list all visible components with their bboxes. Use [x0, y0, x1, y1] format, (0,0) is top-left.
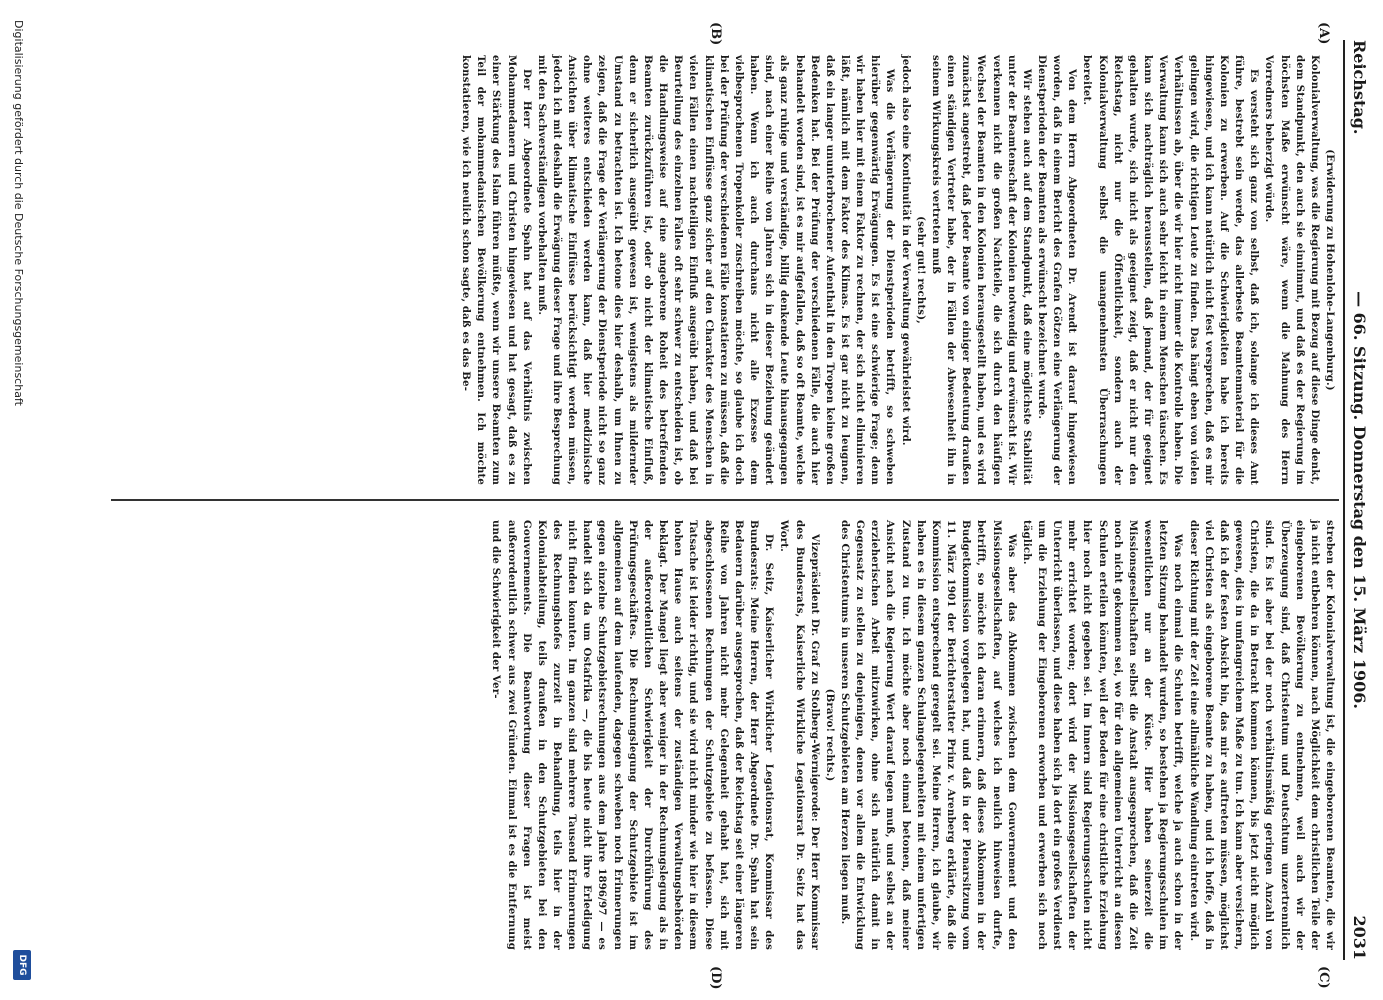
paragraph: streben der Kolonialverwaltung ist, die eingeborenen Beamten, die wir ja nicht entbehren können, nach Möglichkeit dem christlichen Teile der eingeborenen Bevölkerung zu entnehmen, weil auch wir der Überzeugung sind, daß Christentum und Deutschtum unzertrennlich sind. Es ist aber bei der noch verhältnismäßig geringen Anzahl von Christen, die da in Betracht kommen können, bis jetzt nicht möglich gewesen, dies in umfangreichem Maße zu tun. Ich kann aber versichern, daß ich der festen Absicht bin, das mir es auftreten müssen, möglichst viel Christen als eingeborene Beamte zu haben, und ich hoffe, daß in dieser Richtung mit der Zeit eine allmähliche Wandlung eintreten wird.	[1187, 520, 1336, 950]
margin-marker-a: (A)	[1316, 22, 1331, 45]
page-number: 2031	[1350, 915, 1369, 960]
paragraph: jedoch also eine Kontinuität in der Verwaltung gewährleistet wird.	[899, 55, 912, 446]
page-header	[1345, 40, 1375, 960]
margin-marker-c: (C)	[1316, 966, 1331, 989]
paragraph: Wir stehen auch auf dem Standpunkt, daß eine möglichste Stabilität unter der Beamtenschaft der Kolonien notwendig und erwünscht ist. Wir verkennen nicht die großen Nachteile, die sich durch den häufigen Wechsel der Beamten in den Kolonien herausgestellt haben, und es wird zunächst angestrebt, daß jeder Beamte von einiger Bedeutung draußen einen ständigen Vertreter habe, der in Fällen der Abwesenheit ihn in seinem Wirkungskreis vertreten muß	[929, 55, 1033, 485]
paragraph: Was die Verlängerung der Dienstperioden betrifft, so schweben hierüber gegenwärtig Erwägungen. Es ist eine schwierige Frage; denn wir haben hier mit einem Faktor zu rechnen, der sich nicht eliminieren läßt, nämlich mit dem Faktor des Klimas. Es ist gar nicht zu leugnen, daß ein langer ununterbrochener Aufenthalt in den Tropen keine großen Bedenken hat. Bei der Prüfung der verschiedenen Fälle, die auch hier behandelt worden sind, ist es mir aufgefallen, daß so oft Beamte, welche als ganz ruhige und verständige, billig denkende Leute hinausgegangen sind, nach einer Reihe von Jahren sich in dieser Beziehung geändert haben. Wenn ich auch durchaus nicht alle Exzesse dem vielbesprochenen Tropenkoller zuschreiben möchte, so glaube ich doch bei der Prüfung der verschiedenen Fälle konstatieren zu müssen, daß die klimatischen Einflüsse ganz sicher auf den Charakter des Menschen in vielen Fällen einen nachteiligen Einfluß ausgeübt haben, und daß bei Beurteilung des einzelnen Falles oft sehr schwer zu entscheiden ist, ob die Handlungsweise auf eine angeborene Roheit des betreffenden Beamten zurückzuführen ist, oder ob nicht der klimatische Einfluß, denn er sicherlich ausgeübt gewesen ist, wenigstens als mildernder Umstand zu betrachten ist. Ich betone dies hier deshalb, um Ihnen zu zeigen, daß die Frage der Verlängerung der Dienstperiode nicht so ganz ohne weiteres entschieden werden kann, daß hier medizinische Ansichten über klimatische Einflüsse berücksichtigt werden müssen, jedoch ich mit deshalb die Erwägung dieser Frage und ihre Besprechung mit den Sachverständigen vorbehalten muß.	[535, 55, 897, 485]
paragraph: Von dem Herrn Abgeordneten Dr. Arendt ist darauf hingewiesen worden, daß in einem Bericht des Grafen Götzen eine Verlängerung der Dienstperioden der Beamten als erwünscht bezeichnet wurde.	[1036, 55, 1079, 485]
page-footer	[7, 20, 37, 980]
header-rule	[1343, 40, 1345, 960]
column-divider	[111, 499, 1339, 501]
paragraph: Was noch einmal die Schulen betrifft, welche ja auch schon in der letzten Sitzung behandelt wurden, so bestehen ja Regierungsschulen im wesentlichen nur an der Küste. Hier haben seinerzeit die Missionsgesellschaften selbst die Anstalt ausgesprochen, daß die Zeit noch nicht gekommen sei, wo für den allgemeinen Unterricht an diesen Schulen erteilen könnten, weil der Boden für eine christliche Erziehung hier noch nicht gegeben sei. Im Innern sind Regierungsschulen nicht mehr errichtet worden; dort wird der Missionsgesellschaften der Unterricht überlassen, und diese haben sich ja dort ein großes Verdienst um die Erziehung der Eingeborenen erworben und erwerben sich noch täglich.	[1020, 520, 1185, 950]
margin-marker-d: (D)	[708, 966, 723, 990]
paragraph: Was aber das Abkommen zwischen dem Gouvernement und den Missionsgesellschaften, auf welches ich neulich hinweisen durfte, betrifft, so möchte ich daran erinnern, daß dieses Abkommen in der Budgetkommission vorgelegen hat, und daß in der Plenarsitzung vom 11. März 1901 der Berichterstatter Prinz v. Arenberg erklärte, daß die Kommission entsprechend geregelt sei. Meine Herren, ich glaube, wir haben es in diesem ganzen Schulangelegenheiten mit einem unfertigen Zustand zu tun. Ich möchte aber noch einmal betonen, daß meiner Ansicht nach die Regierung Wert darauf legen muß, und selbst an der erzieherischen Arbeit mitzuwirken, ohne sich natürlich damit in Gegensatz zu stellen zu denjenigen, denen vor allem die Entwicklung des Christentums in unseren Schutzgebieten am Herzen liegen muß.	[839, 520, 1018, 950]
interjection: (Bravo! rechts.)	[823, 688, 836, 782]
funding-note: Digitalisierung gefördert durch die Deutsche Forschungsgemeinschaft	[12, 20, 25, 406]
paragraph: Der Herr Abgeordnete Spahn hat auf das Verhältnis zwischen Mohammedanern und Christen hingewiesen und hat gesagt, daß es zu einer Stärkung des Islam führen müßte, wenn wir unsere Beamten zum Teil der mohammedanischen Bevölkerung entnehmen. Ich möchte konstatieren, wie ich neulich schon sagte, daß es das Be-	[460, 55, 533, 485]
speaker-paragraph: Dr. Seitz, Kaiserlicher Wirklicher Legationsrat, Kommissar des Bundesrats: Meine Herren, der Herr Abgeordnete Dr. Spahn hat sein Bedauern darüber ausgesprochen, daß der Reichstag seit einer längeren Reihe von Jahren nicht mehr Gelegenheit gehabt hat, sich mit abgeschlossenen Rechnungen der Schutzgebiete zu befassen. Diese Tatsache ist leider richtig, und sie wird nicht minder wie hier in diesem hohen Hause auch seitens der zuständigen Verwaltungsbehörden beklagt. Der Mangel liegt aber weniger in der Rechnungslegung als in der außerordentlichen Schwierigkeit der Durchführung des Prüfungsgeschäftes. Die Rechnungslegung der Schutzgebiete ist im allgemeinen auf dem laufenden, dagegen schweben noch Erinnerungen gegen einzelne Schutzgebietsrechnungen aus dem Jahre 1896/97 — es handelt sich da um Ostafrika —, die bis heute nicht ihre Erledigung nicht finden konnten. Im ganzen sind mehrere Tausend Erinnerungen des Rechnungshofes zurzeit in Behandlung, teils hier in der Kolonialabteilung, teils draußen in den Schutzgebieten bei den Gouvernements. Die Beantwortung dieser Fragen ist meist außerordentlich schwer aus zwei Gründen. Einmal ist es die Entfernung und die Schwierigkeit der Ver-	[490, 520, 776, 950]
margin-marker-b: (B)	[708, 22, 723, 46]
paragraph: Kolonialverwaltung, was die Regierung mit Bezug auf diese Dinge denkt, dem Standpunkt, den auch sie einnimmt, und daß es der Regierung im höchsten Maße erwünscht wäre, wenn die Mahnung des Herrn Vorredners beherzigt würde.	[1263, 55, 1321, 485]
right-column	[488, 520, 1337, 950]
dfg-logo: DFG	[13, 950, 31, 980]
interjection: (sehr gut! rechts),	[914, 216, 927, 324]
speaker-paragraph: Vizepräsident Dr. Graf zu Stolberg-Wernigerode: Der Herr Kommissar des Bundesrats, Kaiserliche Wirkliche Legationsrat Dr. Seitz hat das Wort.	[778, 520, 821, 950]
header-title: — 66. Sitzung. Donnerstag den 15. März 1906.	[1350, 291, 1369, 709]
paragraph: Es versteht sich ganz von selbst, daß ich, solange ich dieses Amt führe, bestrebt sein werde, das allerbeste Beamtenmaterial für die Kolonien zu erwerben. Auf die Schwierigkeiten habe ich bereits hingewiesen, und ich kann natürlich nicht fest versprechen, daß es mir gelingen wird, die richtigen Leute zu finden. Das hängt eben von vielen Verhältnissen ab, über die wir hier nicht immer die Kontrolle haben. Die Verwaltung kann sich auch sehr leicht in einem Menschen täuschen. Es kann sich nachträglich herausstellen, daß jemand, der für geeignet gehalten wurde, sich nicht als geeignet zeigt, daß er nicht nur den Reichstag, nicht nur die Öffentlichkeit, sondern auch der Kolonialverwaltung selbst die unangenehmsten Überraschungen bereitet.	[1081, 55, 1261, 485]
left-column	[458, 55, 1337, 485]
header-left: Reichstag.	[1350, 40, 1369, 135]
speaker-continuation: (Erwiderung zu Hohenlohe-Langenburg.)	[1324, 149, 1336, 391]
